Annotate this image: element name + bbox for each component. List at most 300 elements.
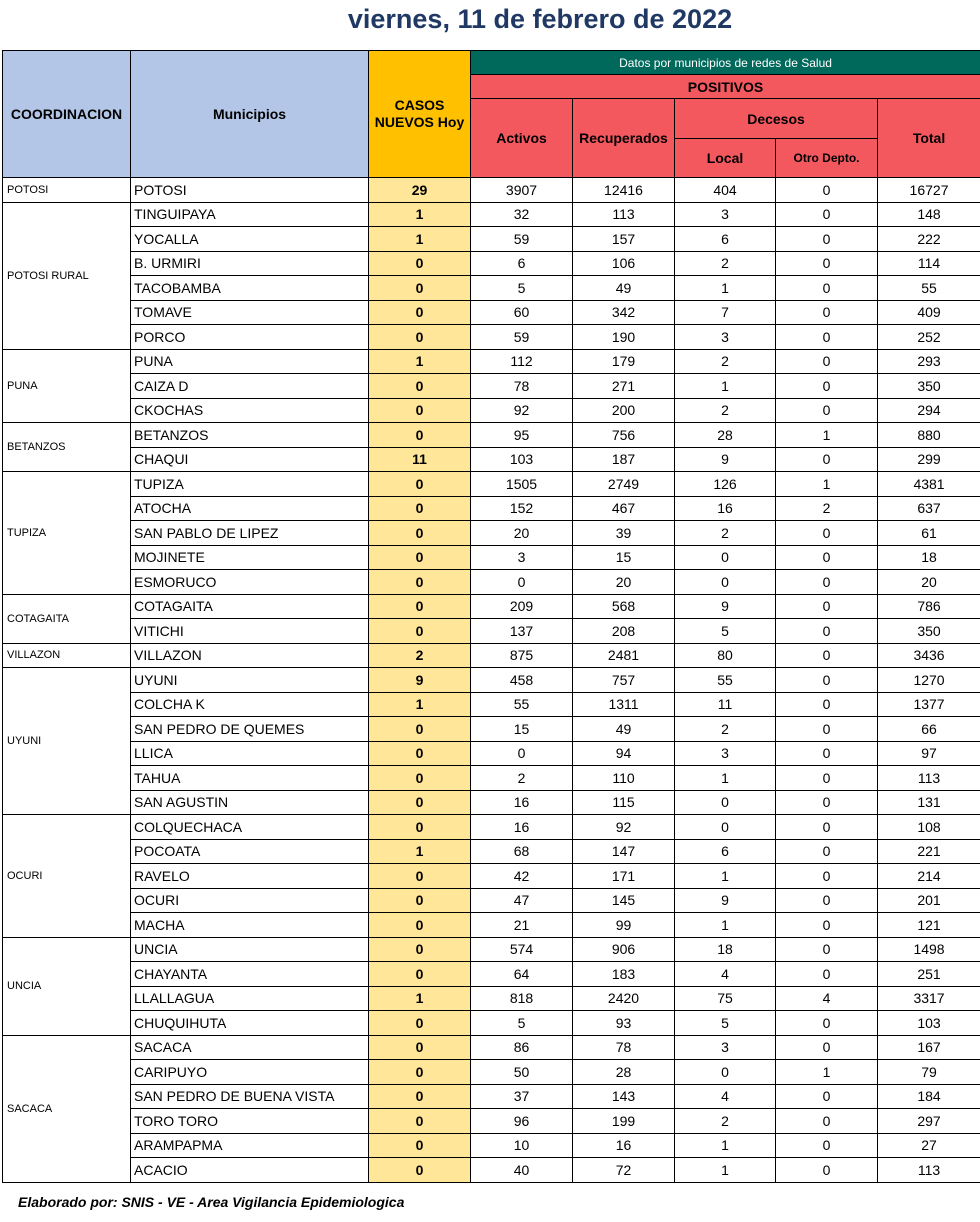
cell-municipio: CHAYANTA	[131, 962, 369, 987]
cell-coordinacion: UYUNI	[3, 668, 131, 815]
table-row	[3, 472, 980, 497]
header-recuperados: Recuperados	[573, 99, 675, 178]
cell-total: 3317	[878, 986, 980, 1011]
cell-casos: 0	[369, 937, 471, 962]
cell-local: 9	[675, 888, 776, 913]
cell-municipio: ESMORUCO	[131, 570, 369, 595]
cell-recuperados: 72	[573, 1158, 675, 1183]
cell-coordinacion: OCURI	[3, 815, 131, 938]
cell-otro: 0	[776, 815, 878, 840]
cell-total: 222	[878, 227, 980, 252]
cell-recuperados: 99	[573, 913, 675, 938]
cell-activos: 32	[471, 202, 573, 227]
cell-otro: 0	[776, 545, 878, 570]
cell-recuperados: 110	[573, 766, 675, 791]
cell-casos: 0	[369, 1011, 471, 1036]
cell-activos: 112	[471, 349, 573, 374]
cell-municipio: TAHUA	[131, 766, 369, 791]
cell-municipio: UNCIA	[131, 937, 369, 962]
cell-activos: 86	[471, 1035, 573, 1060]
cell-recuperados: 39	[573, 521, 675, 546]
cell-otro: 0	[776, 913, 878, 938]
cell-total: 786	[878, 594, 980, 619]
cell-local: 2	[675, 717, 776, 742]
table-row	[3, 1060, 980, 1085]
cell-otro: 0	[776, 349, 878, 374]
cell-coordinacion: POTOSI	[3, 178, 131, 203]
cell-otro: 0	[776, 643, 878, 668]
cell-municipio: TORO TORO	[131, 1109, 369, 1134]
cell-coordinacion: TUPIZA	[3, 472, 131, 595]
municipios-table	[2, 50, 980, 1183]
table-row	[3, 962, 980, 987]
cell-local: 7	[675, 300, 776, 325]
cell-activos: 37	[471, 1084, 573, 1109]
cell-activos: 92	[471, 398, 573, 423]
cell-local: 1	[675, 276, 776, 301]
cell-otro: 0	[776, 1035, 878, 1060]
cell-recuperados: 199	[573, 1109, 675, 1134]
cell-activos: 68	[471, 839, 573, 864]
cell-local: 80	[675, 643, 776, 668]
table-row	[3, 496, 980, 521]
cell-casos: 0	[369, 374, 471, 399]
cell-recuperados: 200	[573, 398, 675, 423]
header-positivos: POSITIVOS	[471, 75, 980, 99]
cell-recuperados: 20	[573, 570, 675, 595]
cell-activos: 2	[471, 766, 573, 791]
cell-casos: 0	[369, 766, 471, 791]
cell-casos: 1	[369, 692, 471, 717]
cell-otro: 0	[776, 594, 878, 619]
cell-total: 201	[878, 888, 980, 913]
cell-local: 18	[675, 937, 776, 962]
table-row	[3, 717, 980, 742]
cell-recuperados: 187	[573, 447, 675, 472]
cell-local: 404	[675, 178, 776, 203]
cell-otro: 0	[776, 717, 878, 742]
cell-activos: 152	[471, 496, 573, 521]
cell-total: 97	[878, 741, 980, 766]
table-row	[3, 545, 980, 570]
header-datos-redes: Datos por municipios de redes de Salud	[471, 51, 980, 75]
cell-activos: 21	[471, 913, 573, 938]
cell-recuperados: 115	[573, 790, 675, 815]
cell-local: 3	[675, 325, 776, 350]
cell-municipio: CKOCHAS	[131, 398, 369, 423]
cell-recuperados: 94	[573, 741, 675, 766]
cell-municipio: CHUQUIHUTA	[131, 1011, 369, 1036]
cell-casos: 0	[369, 423, 471, 448]
cell-casos: 0	[369, 1035, 471, 1060]
cell-otro: 0	[776, 692, 878, 717]
cell-municipio: MACHA	[131, 913, 369, 938]
cell-total: 1498	[878, 937, 980, 962]
cell-recuperados: 145	[573, 888, 675, 913]
cell-activos: 42	[471, 864, 573, 889]
cell-local: 1	[675, 374, 776, 399]
cell-municipio: POCOATA	[131, 839, 369, 864]
cell-activos: 103	[471, 447, 573, 472]
cell-local: 6	[675, 227, 776, 252]
cell-casos: 0	[369, 276, 471, 301]
cell-municipio: CAIZA D	[131, 374, 369, 399]
table-row	[3, 447, 980, 472]
table-body	[3, 178, 980, 1183]
cell-activos: 55	[471, 692, 573, 717]
cell-local: 3	[675, 202, 776, 227]
cell-casos: 0	[369, 472, 471, 497]
cell-casos: 0	[369, 570, 471, 595]
table-row	[3, 1035, 980, 1060]
cell-activos: 60	[471, 300, 573, 325]
cell-recuperados: 342	[573, 300, 675, 325]
table-row	[3, 986, 980, 1011]
table-row	[3, 398, 980, 423]
cell-local: 1	[675, 1133, 776, 1158]
cell-casos: 29	[369, 178, 471, 203]
cell-activos: 458	[471, 668, 573, 693]
cell-otro: 0	[776, 276, 878, 301]
cell-local: 0	[675, 790, 776, 815]
cell-total: 294	[878, 398, 980, 423]
cell-casos: 1	[369, 227, 471, 252]
cell-otro: 0	[776, 619, 878, 644]
cell-otro: 2	[776, 496, 878, 521]
cell-recuperados: 271	[573, 374, 675, 399]
cell-municipio: TUPIZA	[131, 472, 369, 497]
cell-local: 9	[675, 447, 776, 472]
cell-municipio: ACACIO	[131, 1158, 369, 1183]
cell-total: 293	[878, 349, 980, 374]
cell-local: 2	[675, 521, 776, 546]
cell-otro: 1	[776, 1060, 878, 1085]
cell-total: 108	[878, 815, 980, 840]
table-row	[3, 619, 980, 644]
cell-activos: 574	[471, 937, 573, 962]
cell-recuperados: 190	[573, 325, 675, 350]
cell-total: 79	[878, 1060, 980, 1085]
cell-total: 27	[878, 1133, 980, 1158]
cell-recuperados: 106	[573, 251, 675, 276]
cell-casos: 0	[369, 962, 471, 987]
cell-casos: 0	[369, 717, 471, 742]
cell-otro: 0	[776, 741, 878, 766]
cell-local: 126	[675, 472, 776, 497]
cell-recuperados: 49	[573, 276, 675, 301]
footer-credit: Elaborado por: SNIS - VE - Area Vigilancia Epidemiologica	[18, 1194, 405, 1210]
table-row	[3, 594, 980, 619]
cell-otro: 0	[776, 447, 878, 472]
cell-coordinacion: SACACA	[3, 1035, 131, 1182]
cell-activos: 16	[471, 815, 573, 840]
cell-local: 9	[675, 594, 776, 619]
cell-municipio: SACACA	[131, 1035, 369, 1060]
cell-casos: 0	[369, 1060, 471, 1085]
cell-recuperados: 757	[573, 668, 675, 693]
table-row	[3, 790, 980, 815]
cell-recuperados: 1311	[573, 692, 675, 717]
cell-recuperados: 147	[573, 839, 675, 864]
cell-casos: 0	[369, 1084, 471, 1109]
cell-local: 2	[675, 251, 776, 276]
table-row	[3, 766, 980, 791]
cell-municipio: RAVELO	[131, 864, 369, 889]
table-row	[3, 1109, 980, 1134]
cell-total: 55	[878, 276, 980, 301]
cell-municipio: COTAGAITA	[131, 594, 369, 619]
table-row	[3, 423, 980, 448]
cell-recuperados: 2420	[573, 986, 675, 1011]
cell-total: 1270	[878, 668, 980, 693]
cell-recuperados: 171	[573, 864, 675, 889]
cell-municipio: TACOBAMBA	[131, 276, 369, 301]
cell-recuperados: 16	[573, 1133, 675, 1158]
cell-total: 121	[878, 913, 980, 938]
cell-activos: 0	[471, 741, 573, 766]
cell-casos: 0	[369, 251, 471, 276]
table-row	[3, 839, 980, 864]
cell-total: 113	[878, 766, 980, 791]
table-row	[3, 374, 980, 399]
header-municipios: Municipios	[131, 51, 369, 178]
cell-casos: 0	[369, 521, 471, 546]
cell-activos: 0	[471, 570, 573, 595]
cell-local: 2	[675, 349, 776, 374]
cell-total: 3436	[878, 643, 980, 668]
cell-municipio: TOMAVE	[131, 300, 369, 325]
header-total: Total	[878, 99, 980, 178]
cell-municipio: CHAQUI	[131, 447, 369, 472]
cell-total: 221	[878, 839, 980, 864]
cell-local: 5	[675, 1011, 776, 1036]
cell-otro: 0	[776, 178, 878, 203]
cell-activos: 6	[471, 251, 573, 276]
cell-casos: 2	[369, 643, 471, 668]
cell-local: 0	[675, 815, 776, 840]
cell-otro: 0	[776, 888, 878, 913]
cell-activos: 59	[471, 227, 573, 252]
cell-total: 18	[878, 545, 980, 570]
cell-casos: 0	[369, 864, 471, 889]
cell-casos: 1	[369, 349, 471, 374]
cell-local: 5	[675, 619, 776, 644]
cell-municipio: PORCO	[131, 325, 369, 350]
cell-total: 16727	[878, 178, 980, 203]
cell-local: 16	[675, 496, 776, 521]
cell-local: 0	[675, 1060, 776, 1085]
cell-activos: 20	[471, 521, 573, 546]
cell-casos: 11	[369, 447, 471, 472]
table-row	[3, 864, 980, 889]
cell-casos: 1	[369, 839, 471, 864]
cell-activos: 137	[471, 619, 573, 644]
cell-total: 252	[878, 325, 980, 350]
cell-local: 28	[675, 423, 776, 448]
table-row	[3, 643, 980, 668]
cell-total: 1377	[878, 692, 980, 717]
cell-coordinacion: COTAGAITA	[3, 594, 131, 643]
cell-municipio: TINGUIPAYA	[131, 202, 369, 227]
cell-municipio: UYUNI	[131, 668, 369, 693]
cell-recuperados: 15	[573, 545, 675, 570]
cell-municipio: SAN AGUSTIN	[131, 790, 369, 815]
cell-total: 114	[878, 251, 980, 276]
cell-recuperados: 93	[573, 1011, 675, 1036]
cell-activos: 16	[471, 790, 573, 815]
cell-otro: 0	[776, 1158, 878, 1183]
cell-otro: 0	[776, 766, 878, 791]
cell-local: 1	[675, 864, 776, 889]
header-decesos: Decesos	[675, 99, 878, 139]
cell-recuperados: 92	[573, 815, 675, 840]
cell-coordinacion: UNCIA	[3, 937, 131, 1035]
cell-local: 4	[675, 962, 776, 987]
cell-casos: 0	[369, 888, 471, 913]
cell-otro: 0	[776, 374, 878, 399]
cell-recuperados: 28	[573, 1060, 675, 1085]
cell-casos: 1	[369, 986, 471, 1011]
cell-casos: 9	[369, 668, 471, 693]
cell-local: 3	[675, 1035, 776, 1060]
cell-municipio: PUNA	[131, 349, 369, 374]
page-title: viernes, 11 de febrero de 2022	[347, 4, 733, 34]
cell-otro: 0	[776, 839, 878, 864]
cell-activos: 5	[471, 276, 573, 301]
cell-otro: 1	[776, 423, 878, 448]
cell-total: 184	[878, 1084, 980, 1109]
header-local: Local	[675, 139, 776, 178]
table-row	[3, 349, 980, 374]
cell-municipio: LLALLAGUA	[131, 986, 369, 1011]
cell-municipio: VILLAZON	[131, 643, 369, 668]
cell-municipio: VITICHI	[131, 619, 369, 644]
cell-casos: 0	[369, 815, 471, 840]
header-coordinacion: COORDINACION	[3, 51, 131, 178]
cell-coordinacion: VILLAZON	[3, 643, 131, 668]
cell-casos: 1	[369, 202, 471, 227]
cell-recuperados: 183	[573, 962, 675, 987]
cell-local: 75	[675, 986, 776, 1011]
table-row	[3, 815, 980, 840]
cell-recuperados: 568	[573, 594, 675, 619]
cell-activos: 1505	[471, 472, 573, 497]
cell-total: 4381	[878, 472, 980, 497]
cell-otro: 0	[776, 668, 878, 693]
cell-activos: 3907	[471, 178, 573, 203]
table-row	[3, 251, 980, 276]
cell-recuperados: 906	[573, 937, 675, 962]
cell-local: 0	[675, 570, 776, 595]
table-row	[3, 227, 980, 252]
table-row	[3, 1158, 980, 1183]
cell-otro: 0	[776, 325, 878, 350]
cell-otro: 0	[776, 1133, 878, 1158]
cell-recuperados: 157	[573, 227, 675, 252]
cell-activos: 47	[471, 888, 573, 913]
cell-casos: 0	[369, 741, 471, 766]
cell-municipio: CARIPUYO	[131, 1060, 369, 1085]
cell-otro: 1	[776, 472, 878, 497]
cell-local: 1	[675, 913, 776, 938]
cell-otro: 0	[776, 251, 878, 276]
table-row	[3, 521, 980, 546]
cell-total: 103	[878, 1011, 980, 1036]
cell-otro: 0	[776, 937, 878, 962]
cell-total: 61	[878, 521, 980, 546]
cell-local: 2	[675, 1109, 776, 1134]
cell-total: 350	[878, 619, 980, 644]
cell-otro: 0	[776, 1109, 878, 1134]
cell-activos: 5	[471, 1011, 573, 1036]
cell-recuperados: 208	[573, 619, 675, 644]
cell-coordinacion: POTOSI RURAL	[3, 202, 131, 349]
cell-total: 113	[878, 1158, 980, 1183]
cell-total: 409	[878, 300, 980, 325]
cell-casos: 0	[369, 300, 471, 325]
cell-casos: 0	[369, 1158, 471, 1183]
cell-local: 2	[675, 398, 776, 423]
cell-casos: 0	[369, 545, 471, 570]
cell-local: 4	[675, 1084, 776, 1109]
cell-municipio: SAN PEDRO DE BUENA VISTA	[131, 1084, 369, 1109]
cell-otro: 0	[776, 962, 878, 987]
cell-activos: 875	[471, 643, 573, 668]
cell-local: 6	[675, 839, 776, 864]
cell-total: 350	[878, 374, 980, 399]
cell-recuperados: 467	[573, 496, 675, 521]
table-row	[3, 1133, 980, 1158]
table-row	[3, 276, 980, 301]
cell-total: 251	[878, 962, 980, 987]
cell-activos: 96	[471, 1109, 573, 1134]
cell-activos: 95	[471, 423, 573, 448]
cell-activos: 40	[471, 1158, 573, 1183]
cell-total: 167	[878, 1035, 980, 1060]
cell-municipio: POTOSI	[131, 178, 369, 203]
cell-municipio: OCURI	[131, 888, 369, 913]
cell-otro: 0	[776, 1011, 878, 1036]
cell-local: 11	[675, 692, 776, 717]
table-row	[3, 1011, 980, 1036]
cell-municipio: LLICA	[131, 741, 369, 766]
cell-casos: 0	[369, 1133, 471, 1158]
cell-activos: 209	[471, 594, 573, 619]
cell-local: 1	[675, 1158, 776, 1183]
cell-municipio: BETANZOS	[131, 423, 369, 448]
cell-recuperados: 2749	[573, 472, 675, 497]
cell-recuperados: 12416	[573, 178, 675, 203]
cell-recuperados: 49	[573, 717, 675, 742]
cell-local: 55	[675, 668, 776, 693]
table-row	[3, 888, 980, 913]
cell-coordinacion: PUNA	[3, 349, 131, 423]
cell-casos: 0	[369, 496, 471, 521]
cell-activos: 78	[471, 374, 573, 399]
table-row	[3, 937, 980, 962]
table-row	[3, 178, 980, 203]
cell-otro: 0	[776, 521, 878, 546]
table-row	[3, 202, 980, 227]
table-row	[3, 570, 980, 595]
header-casos-nuevos: CASOS NUEVOS Hoy	[369, 51, 471, 178]
table-row	[3, 692, 980, 717]
cell-otro: 0	[776, 202, 878, 227]
cell-municipio: SAN PEDRO DE QUEMES	[131, 717, 369, 742]
cell-activos: 64	[471, 962, 573, 987]
cell-total: 297	[878, 1109, 980, 1134]
cell-activos: 10	[471, 1133, 573, 1158]
